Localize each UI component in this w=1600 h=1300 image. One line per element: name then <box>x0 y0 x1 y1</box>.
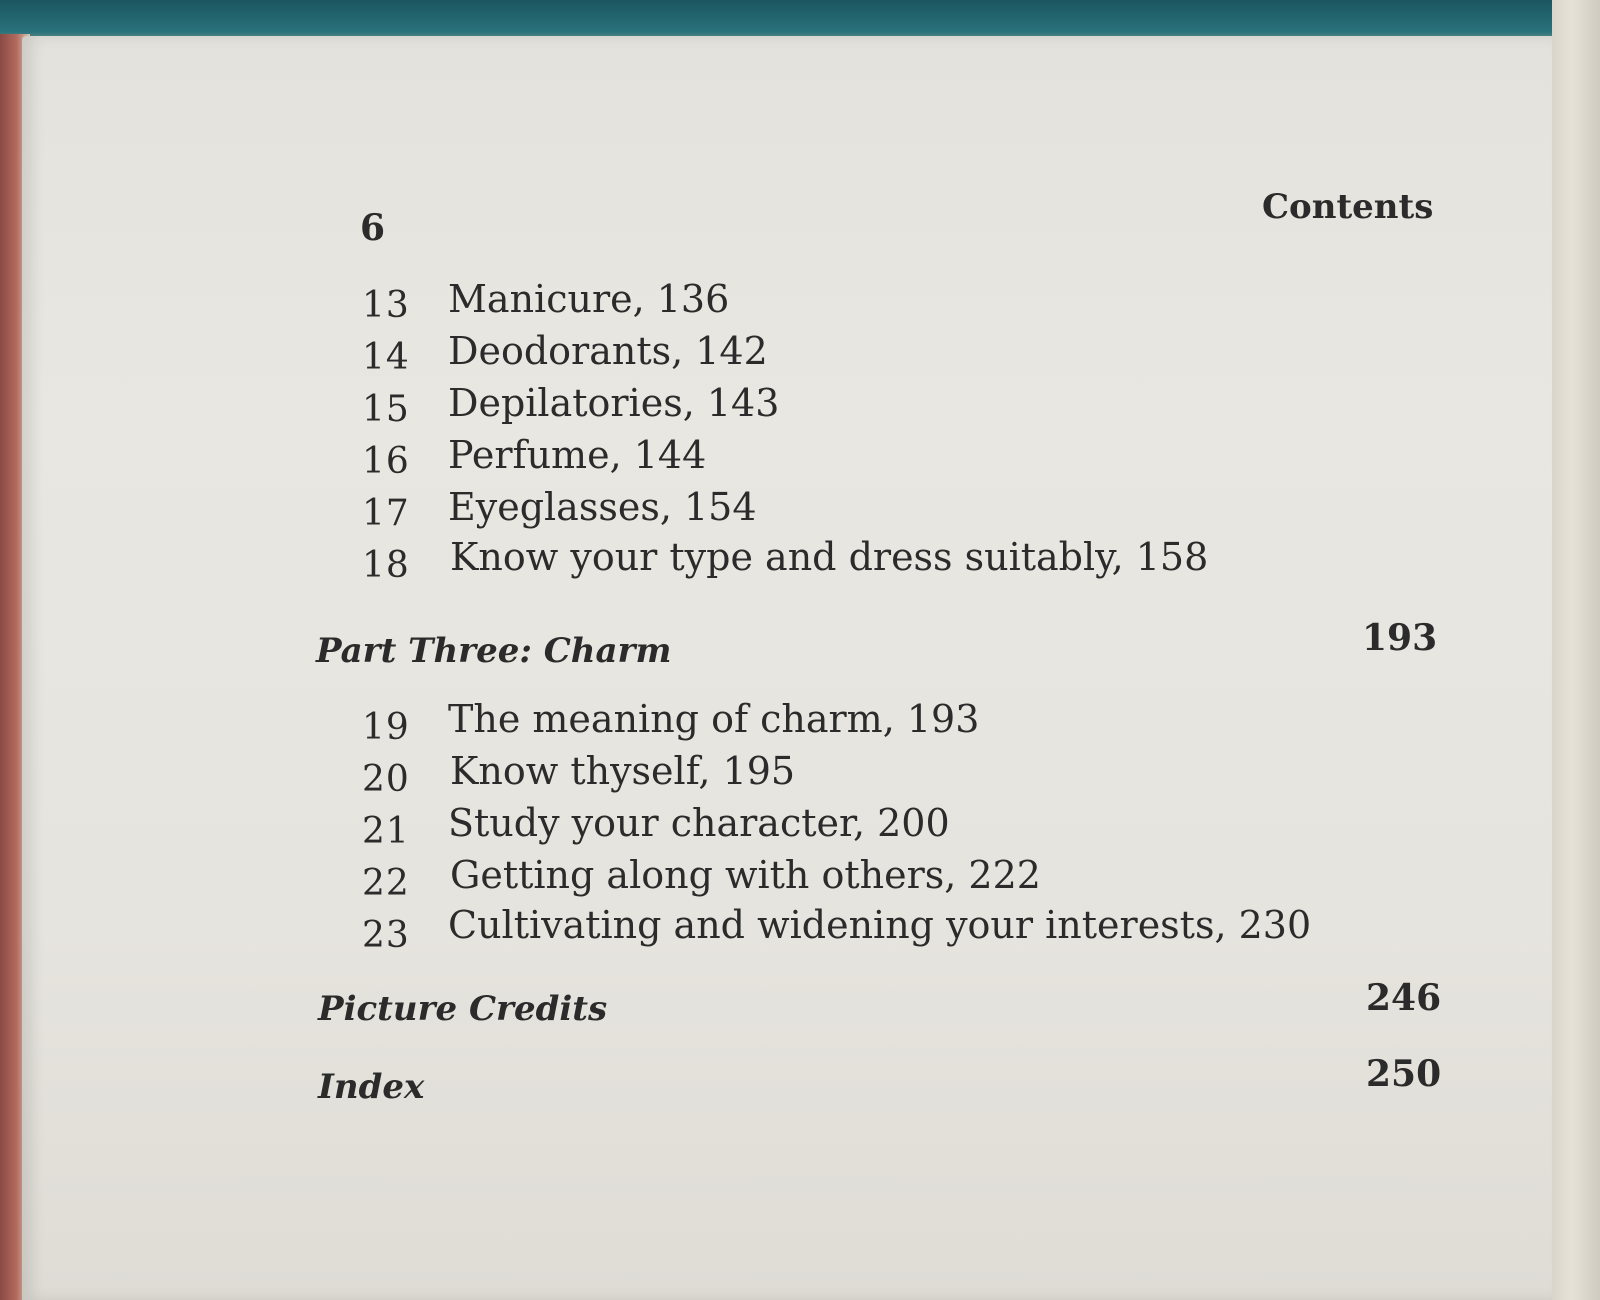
chapter-number: 16 <box>362 441 410 482</box>
chapter-entry: Eyeglasses, 154 <box>448 485 757 529</box>
chapter-number: 15 <box>362 389 410 430</box>
running-head: Contents <box>1262 187 1434 227</box>
part-three-heading: Part Three: Charm <box>316 631 672 671</box>
chapter-entry: The meaning of charm, 193 <box>448 697 980 741</box>
chapter-entry: Manicure, 136 <box>448 277 730 321</box>
chapter-entry: Study your character, 200 <box>448 801 950 845</box>
chapter-number: 18 <box>362 545 410 586</box>
chapter-entry: Know thyself, 195 <box>450 749 796 793</box>
index-heading: Index <box>318 1067 425 1107</box>
index-page: 250 <box>1366 1053 1442 1095</box>
chapter-number: 20 <box>362 759 410 800</box>
page-stack-edge <box>1552 0 1600 1300</box>
chapter-entry: Cultivating and widening your interests, 230 <box>448 903 1312 947</box>
chapter-entry: Perfume, 144 <box>448 433 707 477</box>
chapter-number: 19 <box>362 707 410 748</box>
chapter-number: 13 <box>362 285 410 326</box>
picture-credits-heading: Picture Credits <box>318 989 608 1029</box>
page-number: 6 <box>360 207 386 249</box>
chapter-number: 21 <box>362 811 410 852</box>
part-three-page: 193 <box>1362 617 1438 659</box>
chapter-number: 17 <box>362 493 410 534</box>
chapter-entry: Getting along with others, 222 <box>450 853 1041 897</box>
chapter-entry: Know your type and dress suitably, 158 <box>450 535 1209 579</box>
book-cover-top <box>0 0 1600 40</box>
chapter-number: 23 <box>362 915 410 956</box>
chapter-number: 14 <box>362 337 410 378</box>
chapter-number: 22 <box>362 863 410 904</box>
chapter-entry: Depilatories, 143 <box>448 381 780 425</box>
chapter-entry: Deodorants, 142 <box>448 329 768 373</box>
picture-credits-page: 246 <box>1366 977 1442 1019</box>
